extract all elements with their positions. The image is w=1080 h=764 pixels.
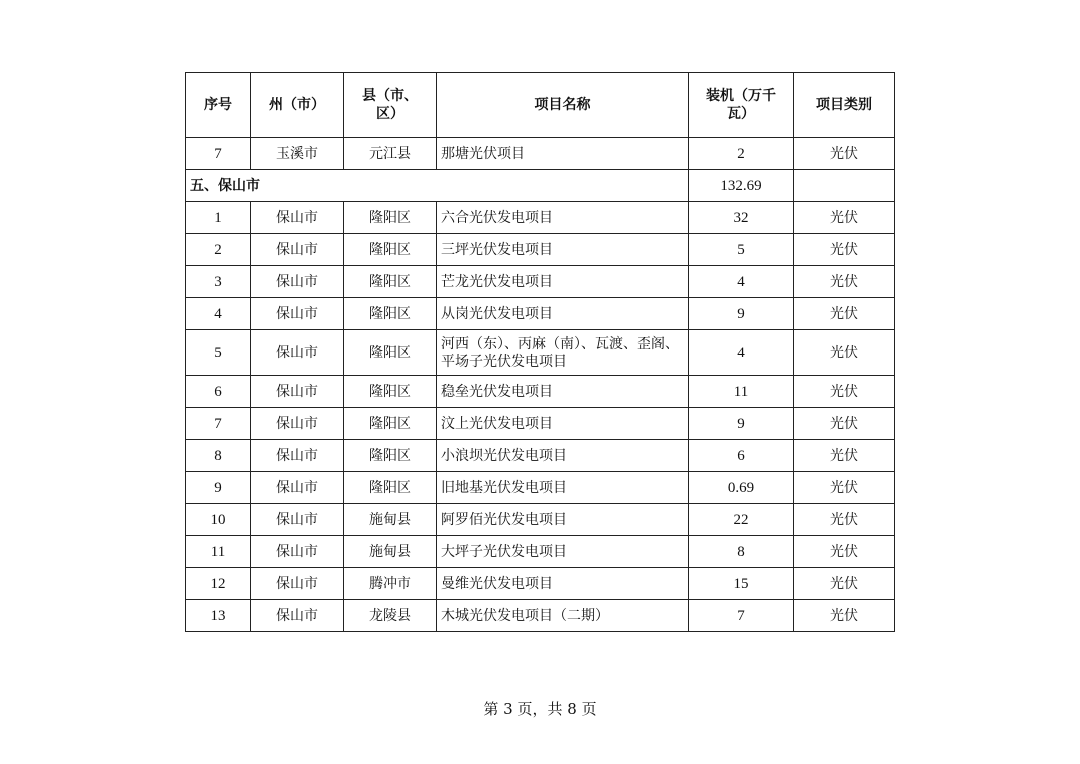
cell-seq: 11 [186,536,251,568]
cell-type: 光伏 [794,298,895,330]
cell-county: 龙陵县 [344,600,437,632]
cell-type: 光伏 [794,376,895,408]
table-row [186,568,895,600]
table-row [186,536,895,568]
cell-county: 隆阳区 [344,472,437,504]
cell-capacity: 9 [689,408,794,440]
cell-prefecture: 保山市 [251,408,344,440]
cell-prefecture: 玉溪市 [251,138,344,170]
cell-capacity: 8 [689,536,794,568]
cell-prefecture: 保山市 [251,234,344,266]
cell-county: 隆阳区 [344,266,437,298]
cell-project: 芒龙光伏发电项目 [437,266,689,298]
table-row [186,504,895,536]
page-number-footer: 第 3 页，共 8 页 [483,700,597,718]
cell-county: 隆阳区 [344,376,437,408]
table-row [186,298,895,330]
table-row [186,376,895,408]
cell-county: 隆阳区 [344,408,437,440]
header-prefecture: 州（市） [251,73,344,138]
cell-county: 隆阳区 [344,298,437,330]
cell-prefecture: 保山市 [251,440,344,472]
table-row [186,600,895,632]
section-row [186,170,895,202]
cell-capacity: 0.69 [689,472,794,504]
cell-capacity: 4 [689,266,794,298]
section-empty-cell [794,170,895,202]
cell-county: 隆阳区 [344,234,437,266]
cell-prefecture: 保山市 [251,298,344,330]
cell-prefecture: 保山市 [251,568,344,600]
cell-seq: 7 [186,408,251,440]
cell-type: 光伏 [794,472,895,504]
cell-seq: 7 [186,138,251,170]
cell-project: 稳垒光伏发电项目 [437,376,689,408]
cell-type: 光伏 [794,266,895,298]
cell-project: 大坪子光伏发电项目 [437,536,689,568]
cell-type: 光伏 [794,504,895,536]
section-capacity: 132.69 [689,170,794,202]
cell-capacity: 2 [689,138,794,170]
cell-prefecture: 保山市 [251,330,344,376]
cell-project: 六合光伏发电项目 [437,202,689,234]
cell-project: 那塘光伏项目 [437,138,689,170]
cell-county: 施甸县 [344,536,437,568]
cell-seq: 1 [186,202,251,234]
cell-seq: 5 [186,330,251,376]
cell-type: 光伏 [794,408,895,440]
cell-type: 光伏 [794,536,895,568]
cell-capacity: 4 [689,330,794,376]
cell-county: 元江县 [344,138,437,170]
table-row [186,202,895,234]
cell-project: 小浪坝光伏发电项目 [437,440,689,472]
cell-type: 光伏 [794,600,895,632]
cell-prefecture: 保山市 [251,600,344,632]
cell-type: 光伏 [794,202,895,234]
cell-capacity: 7 [689,600,794,632]
cell-type: 光伏 [794,138,895,170]
cell-county: 隆阳区 [344,330,437,376]
cell-capacity: 15 [689,568,794,600]
cell-seq: 9 [186,472,251,504]
cell-seq: 2 [186,234,251,266]
cell-prefecture: 保山市 [251,202,344,234]
cell-project: 旧地基光伏发电项目 [437,472,689,504]
cell-project: 曼维光伏发电项目 [437,568,689,600]
cell-project: 木城光伏发电项目（二期） [437,600,689,632]
cell-project: 从岗光伏发电项目 [437,298,689,330]
cell-seq: 10 [186,504,251,536]
cell-type: 光伏 [794,234,895,266]
cell-prefecture: 保山市 [251,504,344,536]
header-project: 项目名称 [437,73,689,138]
table-row [186,234,895,266]
table-row [186,138,895,170]
table-row [186,330,895,376]
cell-type: 光伏 [794,330,895,376]
cell-capacity: 22 [689,504,794,536]
table-row [186,440,895,472]
table-row [186,472,895,504]
cell-seq: 3 [186,266,251,298]
cell-type: 光伏 [794,440,895,472]
cell-prefecture: 保山市 [251,266,344,298]
cell-capacity: 6 [689,440,794,472]
table-row [186,266,895,298]
cell-prefecture: 保山市 [251,376,344,408]
cell-county: 隆阳区 [344,202,437,234]
cell-capacity: 32 [689,202,794,234]
header-seq: 序号 [186,73,251,138]
cell-project: 三坪光伏发电项目 [437,234,689,266]
cell-seq: 12 [186,568,251,600]
header-type: 项目类别 [794,73,895,138]
table-header-row [186,73,895,138]
project-table [185,72,895,632]
cell-county: 隆阳区 [344,440,437,472]
cell-capacity: 9 [689,298,794,330]
cell-capacity: 5 [689,234,794,266]
cell-prefecture: 保山市 [251,472,344,504]
cell-county: 腾冲市 [344,568,437,600]
cell-project: 汶上光伏发电项目 [437,408,689,440]
cell-county: 施甸县 [344,504,437,536]
header-county: 县（市、区） [344,73,437,138]
cell-seq: 8 [186,440,251,472]
cell-type: 光伏 [794,568,895,600]
cell-seq: 6 [186,376,251,408]
cell-seq: 13 [186,600,251,632]
cell-project: 河西（东）、丙麻（南）、瓦渡、歪阁、平场子光伏发电项目 [437,330,689,376]
header-capacity: 装机（万千瓦） [689,73,794,138]
section-title: 五、保山市 [186,170,689,202]
cell-seq: 4 [186,298,251,330]
cell-project: 阿罗佰光伏发电项目 [437,504,689,536]
cell-capacity: 11 [689,376,794,408]
table-row [186,408,895,440]
cell-prefecture: 保山市 [251,536,344,568]
